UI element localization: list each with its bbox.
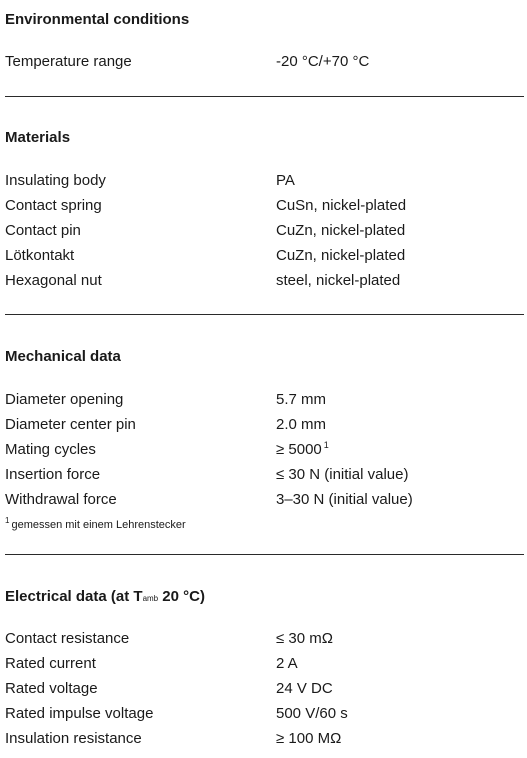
title-suffix: 20 °C)	[158, 588, 205, 605]
spec-label: Rated current	[5, 655, 96, 672]
divider	[5, 96, 524, 97]
spec-row-contact-spring	[5, 193, 524, 218]
spec-label: Diameter opening	[5, 391, 124, 408]
section-materials	[5, 128, 524, 293]
section-electrical	[5, 587, 524, 751]
spec-row-rated-current	[5, 651, 524, 676]
section-mechanical	[5, 347, 524, 532]
section-title-electrical	[5, 587, 524, 607]
spec-label: Insulation resistance	[5, 730, 142, 747]
spec-value: CuZn, nickel-plated	[276, 222, 406, 239]
spec-value: 2 A	[276, 655, 298, 672]
spec-label: Withdrawal force	[5, 491, 117, 508]
title-subscript: amb	[142, 594, 159, 603]
spec-value: ≥ 100 MΩ	[276, 730, 342, 747]
footnote-ref: 1	[323, 440, 329, 450]
spec-row-temperature-range	[5, 49, 524, 74]
spec-row-rated-voltage	[5, 676, 524, 701]
footnote	[5, 518, 524, 532]
footnote-marker: 1	[5, 516, 10, 526]
footnote-text: gemessen mit einem Lehrenstecker	[11, 519, 186, 531]
spec-row-rated-impulse-voltage	[5, 701, 524, 726]
spec-row-mating-cycles	[5, 437, 524, 462]
spec-row-insertion-force	[5, 462, 524, 487]
spec-value: PA	[276, 172, 295, 189]
spec-label: Insertion force	[5, 466, 101, 483]
spec-value: 500 V/60 s	[276, 705, 348, 722]
spec-value: CuZn, nickel-plated	[276, 247, 406, 264]
spec-value: ≤ 30 N (initial value)	[276, 466, 409, 483]
spec-row-insulation-resistance	[5, 726, 524, 751]
spec-value: ≤ 30 mΩ	[276, 630, 333, 647]
spec-value: 3–30 N (initial value)	[276, 491, 413, 508]
spec-value	[276, 437, 329, 462]
spec-label: Rated impulse voltage	[5, 705, 154, 722]
spec-row-diameter-opening	[5, 387, 524, 412]
spec-value: 5.7 mm	[276, 391, 327, 408]
spec-row-withdrawal-force	[5, 487, 524, 512]
spec-label: Temperature range	[5, 53, 132, 70]
section-environmental	[5, 10, 524, 74]
section-title-environmental: Environmental conditions	[5, 11, 190, 28]
title-prefix: Electrical data (at T	[5, 588, 143, 605]
spec-label: Mating cycles	[5, 441, 96, 458]
spec-label: Lötkontakt	[5, 247, 75, 264]
spec-value: 2.0 mm	[276, 416, 327, 433]
spec-value: 24 V DC	[276, 680, 333, 697]
spec-value: steel, nickel-plated	[276, 272, 401, 289]
spec-label: Contact pin	[5, 222, 81, 239]
spec-row-contact-pin	[5, 218, 524, 243]
spec-label: Contact resistance	[5, 630, 130, 647]
divider	[5, 314, 524, 315]
spec-value-text: ≥ 5000	[276, 441, 322, 458]
spec-row-contact-resistance	[5, 626, 524, 651]
spec-label: Contact spring	[5, 197, 102, 214]
section-title-materials: Materials	[5, 129, 71, 146]
spec-row-hexagonal-nut	[5, 268, 524, 293]
spec-label: Diameter center pin	[5, 416, 136, 433]
spec-row-loetkontakt	[5, 243, 524, 268]
spec-label: Insulating body	[5, 172, 106, 189]
section-title-mechanical: Mechanical data	[5, 348, 121, 365]
spec-value: CuSn, nickel-plated	[276, 197, 407, 214]
spec-label: Rated voltage	[5, 680, 98, 697]
divider	[5, 554, 524, 555]
spec-label: Hexagonal nut	[5, 272, 102, 289]
spec-row-insulating-body	[5, 168, 524, 193]
spec-row-diameter-center-pin	[5, 412, 524, 437]
spec-value: -20 °C/+70 °C	[276, 53, 370, 70]
